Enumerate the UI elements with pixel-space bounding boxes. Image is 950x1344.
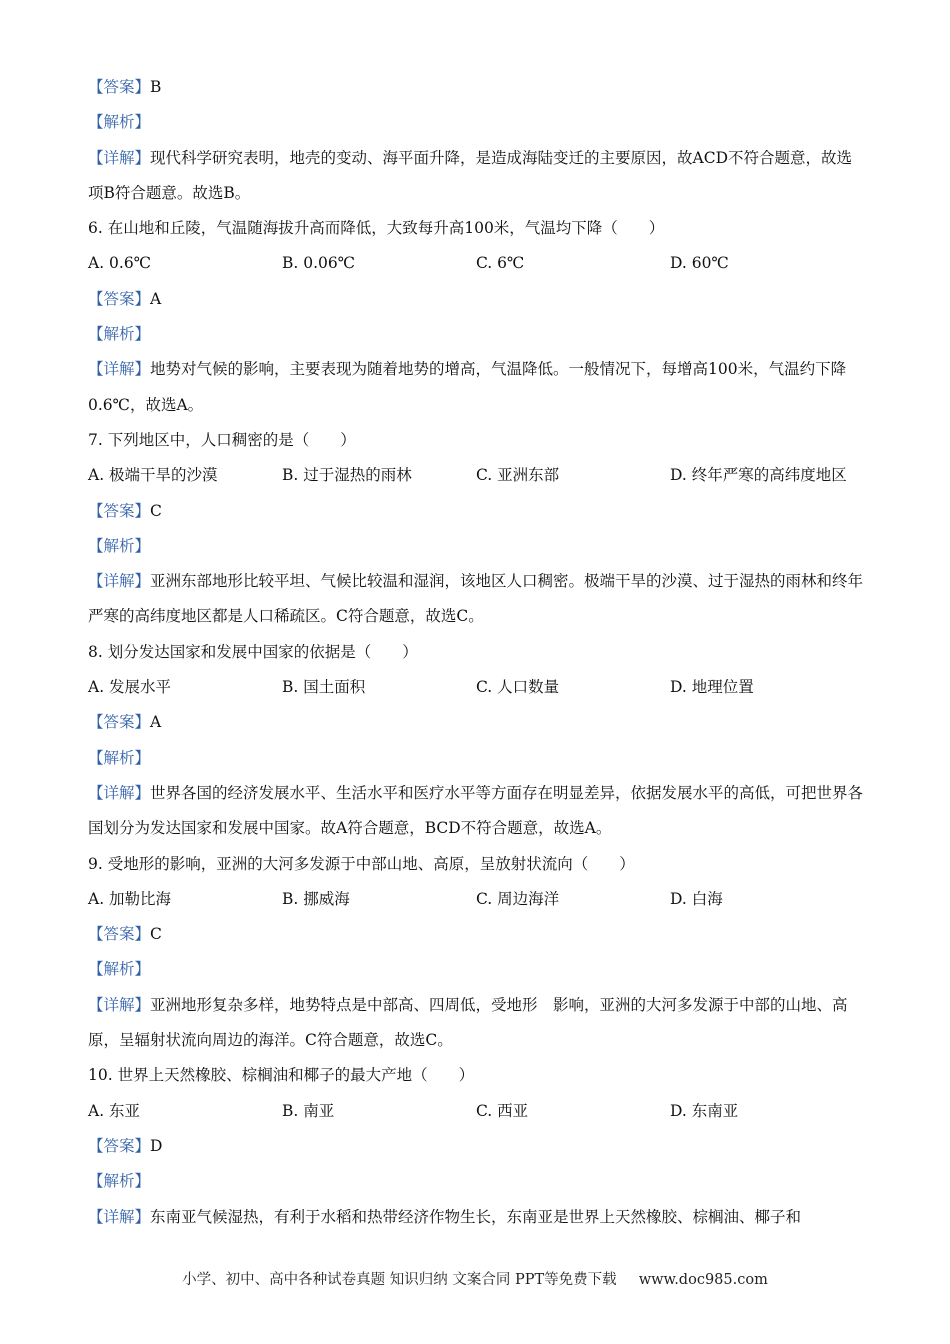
option-c: C. 西亚 (476, 1101, 529, 1120)
analysis-tag: 【解析】 (88, 325, 151, 344)
options-row (88, 670, 864, 705)
footer-text: 小学、初中、高中各种试卷真题 知识归纳 文案合同 PPT等免费下载 (182, 1272, 617, 1288)
analysis-tag: 【解析】 (88, 536, 151, 555)
answer-tag: 【答案】 (88, 289, 151, 308)
detail-tag: 【详解】 (88, 572, 151, 591)
option-c: C. 人口数量 (476, 678, 560, 697)
options-row (88, 458, 864, 493)
answer-tag: 【答案】 (88, 713, 151, 732)
detail-paragraph (88, 776, 864, 847)
question-stem: 9. 受地形的影响，亚洲的大河多发源于中部山地、高原，呈放射状流向（ ） (88, 854, 635, 873)
answer-line (88, 917, 864, 952)
detail-paragraph (88, 352, 864, 423)
question-stem: 8. 划分发达国家和发展中国家的依据是（ ） (88, 642, 418, 661)
analysis-line (88, 1164, 864, 1199)
footer-website-link[interactable]: www.doc985.com (638, 1272, 768, 1288)
option-d: D. 60℃ (670, 254, 729, 273)
analysis-tag: 【解析】 (88, 748, 151, 767)
option-b: B. 0.06℃ (282, 254, 356, 273)
options-row (88, 246, 864, 281)
option-b: B. 挪威海 (282, 889, 350, 908)
detail-text: 世界各国的经济发展水平、生活水平和医疗水平等方面存在明显差异，依据发展水平的高低，可把世界各国划分为发达国家和发展中国家。故A符合题意，BCD不符合题意，故选A。 (88, 783, 864, 838)
option-c: C. 周边海洋 (476, 889, 560, 908)
detail-tag: 【详解】 (88, 148, 151, 167)
question-stem: 7. 下列地区中，人口稠密的是（ ） (88, 430, 356, 449)
option-d: D. 终年严寒的高纬度地区 (670, 466, 847, 485)
analysis-line (88, 317, 864, 352)
option-a: A. 0.6℃ (88, 254, 152, 273)
option-c: C. 6℃ (476, 254, 525, 273)
answer-tag: 【答案】 (88, 925, 151, 944)
answer-value: A (150, 289, 162, 308)
question-stem: 6. 在山地和丘陵，气温随海拔升高而降低，大致每升高100米，气温均下降（ ） (88, 219, 665, 238)
answer-tag: 【答案】 (88, 78, 151, 96)
option-d: D. 白海 (670, 889, 723, 908)
option-b: B. 南亚 (282, 1101, 335, 1120)
question-stem: 10. 世界上天然橡胶、棕榈油和椰子的最大产地（ ） (88, 1066, 475, 1085)
answer-line (88, 494, 864, 529)
analysis-tag: 【解析】 (88, 113, 151, 132)
document-content (88, 70, 864, 1235)
option-b: B. 过于湿热的雨林 (282, 466, 412, 485)
answer-value: D (150, 1136, 163, 1155)
detail-paragraph (88, 988, 864, 1059)
page-footer (0, 1268, 950, 1289)
analysis-line (88, 741, 864, 776)
detail-paragraph (88, 564, 864, 635)
detail-tag: 【详解】 (88, 783, 151, 802)
detail-text: 亚洲东部地形比较平坦、气候比较温和湿润，该地区人口稠密。极端干旱的沙漠、过于湿热的雨林和终年严寒的高纬度地区都是人口稀疏区。C符合题意，故选C。 (88, 572, 864, 626)
detail-paragraph (88, 1200, 864, 1235)
option-c: C. 亚洲东部 (476, 466, 560, 485)
option-a: A. 加勒比海 (88, 889, 172, 908)
detail-tag: 【详解】 (88, 1207, 151, 1226)
analysis-line (88, 529, 864, 564)
answer-value: C (150, 501, 162, 520)
options-row (88, 1094, 864, 1129)
answer-value: B (150, 78, 162, 96)
options-row (88, 882, 864, 917)
detail-text: 现代科学研究表明，地壳的变动、海平面升降，是造成海陆变迁的主要原因，故ACD不符合题意，故选项B符合题意。故选B。 (88, 148, 852, 202)
analysis-tag: 【解析】 (88, 1172, 151, 1191)
detail-text: 东南亚气候湿热，有利于水稻和热带经济作物生长，东南亚是世界上天然橡胶、棕榈油、椰子和 (150, 1207, 802, 1226)
answer-tag: 【答案】 (88, 1136, 151, 1155)
option-b: B. 国土面积 (282, 678, 366, 697)
detail-text: 地势对气候的影响，主要表现为随着地势的增高，气温降低。一般情况下，每增高100米，气温约下降0.6℃，故选A。 (88, 360, 847, 414)
option-d: D. 地理位置 (670, 678, 754, 697)
answer-tag: 【答案】 (88, 501, 151, 520)
detail-tag: 【详解】 (88, 995, 151, 1014)
answer-line (88, 70, 864, 105)
answer-line (88, 282, 864, 317)
option-a: A. 东亚 (88, 1101, 141, 1120)
option-d: D. 东南亚 (670, 1101, 739, 1120)
analysis-line (88, 105, 864, 140)
option-a: A. 发展水平 (88, 678, 172, 697)
detail-paragraph (88, 141, 864, 212)
analysis-tag: 【解析】 (88, 960, 151, 979)
answer-line (88, 705, 864, 740)
answer-value: A (150, 713, 162, 732)
analysis-line (88, 952, 864, 987)
answer-line (88, 1129, 864, 1164)
detail-tag: 【详解】 (88, 360, 151, 379)
option-a: A. 极端干旱的沙漠 (88, 466, 218, 485)
answer-value: C (150, 925, 162, 944)
detail-text: 亚洲地形复杂多样，地势特点是中部高、四周低，受地形 影响，亚洲的大河多发源于中部的山地、高原，呈辐射状流向周边的海洋。C符合题意，故选C。 (88, 995, 848, 1050)
